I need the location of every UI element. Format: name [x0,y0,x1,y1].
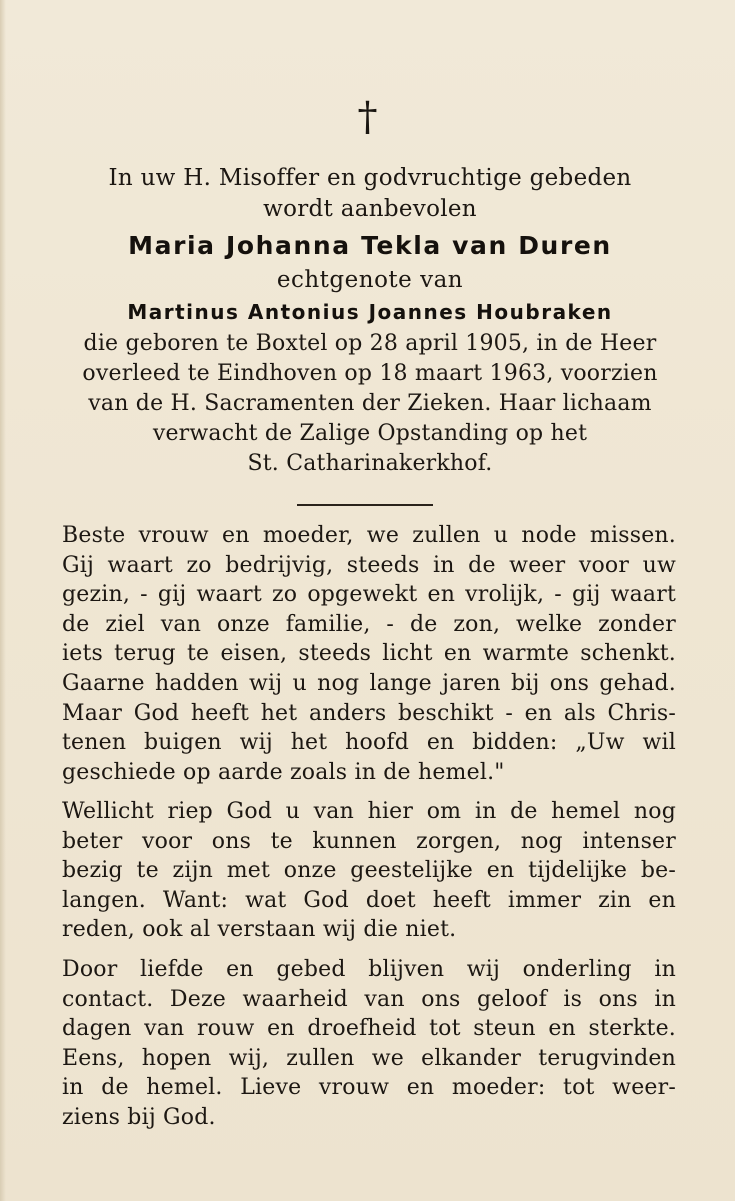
spouse-label: echtgenote van [276,267,464,293]
text-line: dagen van rouw en droefheid tot steun en sterkte. [62,1016,676,1042]
text-line: reden, ook al verstaan wij die niet. [62,917,457,943]
text-line: bezig te zijn met onze geestelijke en tijdelijke be- [62,858,676,884]
divider-rule [297,504,433,506]
text-line: iets terug te eisen, steeds licht en warmte schenkt. [62,641,676,667]
paragraph-1 [62,521,676,787]
paragraph-2 [62,797,676,945]
cross-icon: † [357,94,378,140]
text-line: Door liefde en gebed blijven wij onderling in [62,957,676,982]
text-line: langen. Want: wat God doet heeft immer zin en [62,887,676,913]
text-line: ziens bij God. [62,1104,216,1130]
text-line: Gaarne hadden wij u nog lange jaren bij ons gehad. [62,670,676,696]
text-line: contact. Deze waarheid van ons geloof is ons in [62,986,676,1012]
paragraph-3 [62,955,676,1133]
intro-line: wordt aanbevolen [263,196,477,222]
text-line: Maar God heeft het anders beschikt - en als Chris- [62,700,676,726]
text-line: beter voor ons te kunnen zorgen, nog intenser [62,828,676,854]
bio-line: verwacht de Zalige Opstanding op het [152,421,588,446]
card-edge-shadow [0,0,6,1201]
text-line: geschiede op aarde zoals in de hemel." [62,759,505,785]
spouse-name: Martinus Antonius Joannes Houbraken [127,300,613,324]
text-line: Beste vrouw en moeder, we zullen u node missen. [62,523,676,548]
text-line: Wellicht riep God u van hier om in de hemel nog [62,799,676,824]
bio-line: St. Catharinakerkhof. [247,451,493,476]
text-line: Eens, hopen wij, zullen we elkander terugvinden [62,1045,676,1071]
deceased-name: Maria Johanna Tekla van Duren [128,231,612,260]
header-block [40,160,700,479]
text-line: Gij waart zo bedrijvig, steeds in de weer voor uw [62,552,676,578]
bio-line: die geboren te Boxtel op 28 april 1905, in de Heer [83,331,657,356]
bio-line: overleed te Eindhoven op 18 maart 1963, voorzien [82,361,658,386]
text-line: in de hemel. Lieve vrouw en moeder: tot weer- [62,1075,676,1101]
text-line: gezin, - gij waart zo opgewekt en vrolijk, - gij waart [62,582,676,608]
bio-line: van de H. Sacramenten der Zieken. Haar lichaam [88,391,652,416]
text-line: de ziel van onze familie, - de zon, welke zonder [62,611,676,637]
text-line: tenen buigen wij het hoofd en bidden: „Uw wil [62,730,676,756]
intro-line: In uw H. Misoffer en godvruchtige gebeden [108,165,632,191]
